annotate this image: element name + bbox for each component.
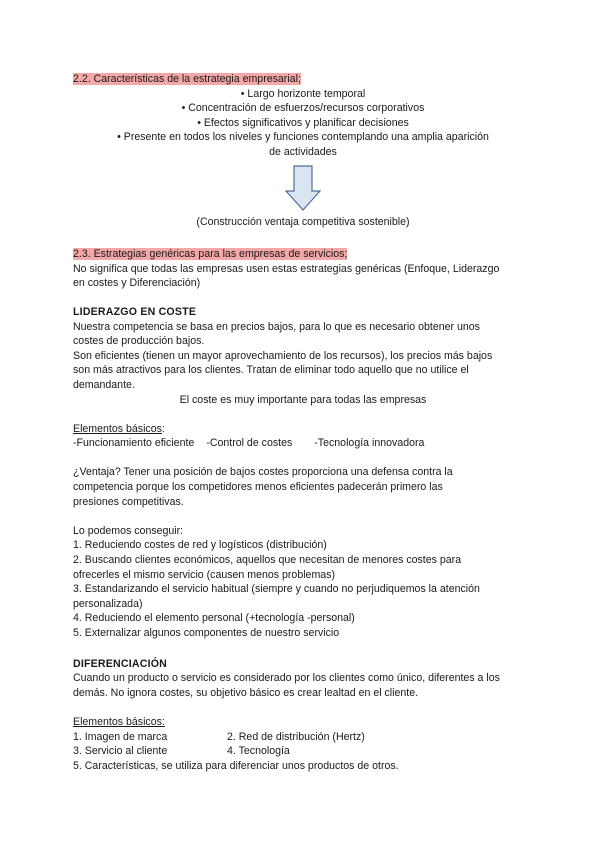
- section-2-3-title: 2.3. Estrategias genéricas para las empresas de servicios;: [73, 248, 348, 261]
- bullet-2: • Concentración de esfuerzos/recursos corporativos: [181, 102, 425, 115]
- dif-item-2: 2. Red de distribución (Hertz): [227, 730, 365, 743]
- liderazgo-heading: LIDERAZGO EN COSTE: [73, 305, 197, 318]
- elemento-2: -Control de costes: [206, 437, 293, 450]
- liderazgo-elementos-row: [73, 436, 533, 451]
- conseguir-3: 3. Estandarizando el servicio habitual (siempre y cuando no perjudiquemos la atención: [73, 583, 480, 596]
- liderazgo-p2-l3: demandante.: [73, 378, 135, 391]
- ventaja-l2: competencia porque los competidores menos eficientes padecerán primero las: [73, 481, 443, 494]
- liderazgo-p1-l1: Nuestra competencia se basa en precios bajos, para lo que es necesario obtener unos: [73, 320, 480, 333]
- liderazgo-elementos-label: Elementos básicos:: [73, 422, 165, 435]
- conseguir-5: 5. Externalizar algunos componentes de nuestro servicio: [73, 627, 340, 639]
- section-2-3-intro-1: No significa que todas las empresas usen estas estrategias genéricas (Enfoque, Liderazgo: [73, 262, 500, 275]
- diferenciacion-p1-l1: Cuando un producto o servicio es considerado por los clientes como único, diferentes a los: [73, 672, 500, 685]
- document-page: [73, 72, 533, 773]
- conseguir-3-cont: personalizada): [73, 597, 143, 610]
- liderazgo-center-note: El coste es muy importante para todas las empresas: [179, 393, 427, 406]
- strategy-result: (Construcción ventaja competitiva sostenible): [196, 215, 410, 228]
- conseguir-1: 1. Reduciendo costes de red y logísticos (distribución): [73, 539, 327, 552]
- down-arrow-shape: [285, 165, 321, 211]
- conseguir-2-cont: ofrecerles el mismo servicio (causen menos problemas): [73, 568, 335, 581]
- dif-item-3: 3. Servicio al cliente: [73, 745, 168, 758]
- conseguir-title: Lo podemos conseguir:: [73, 524, 184, 537]
- diferenciacion-row-2: [73, 744, 533, 759]
- diferenciacion-elementos-label: Elementos básicos:: [73, 715, 165, 728]
- diferenciacion-heading: DIFERENCIACIÓN: [73, 657, 168, 670]
- section-2-3-intro-2: en costes y Diferenciación): [73, 277, 201, 290]
- dif-item-1: 1. Imagen de marca: [73, 730, 168, 743]
- down-arrow-icon: [73, 165, 533, 212]
- elemento-1: -Funcionamiento eficiente: [73, 437, 195, 450]
- bullet-3: • Efectos significativos y planificar decisiones: [197, 116, 409, 129]
- ventaja-l3: presiones competitivas.: [73, 495, 184, 508]
- dif-item-4: 4. Tecnología: [227, 745, 290, 758]
- liderazgo-p2-l1: Son eficientes (tienen un mayor aprovechamiento de los recursos), los precios más bajos: [73, 349, 493, 362]
- liderazgo-p2-l2: son más atractivos para los clientes. Tratan de eliminar todo aquello que no utilice el: [73, 364, 469, 377]
- ventaja-l1: ¿Ventaja? Tener una posición de bajos costes proporciona una defensa contra la: [73, 466, 453, 479]
- elemento-3: -Tecnología innovadora: [314, 437, 425, 450]
- conseguir-4: 4. Reduciendo el elemento personal (+tecnología -personal): [73, 612, 355, 625]
- diferenciacion-p1-l2: demás. No ignora costes, su objetivo básico es crear lealtad en el cliente.: [73, 686, 419, 699]
- bullet-4-cont: de actividades: [269, 145, 337, 158]
- dif-item-5: 5. Características, se utiliza para diferenciar unos productos de otros.: [73, 759, 399, 772]
- diferenciacion-row-1: [73, 730, 533, 745]
- conseguir-2: 2. Buscando clientes económicos, aquellos que necesitan de menores costes para: [73, 554, 462, 567]
- liderazgo-p1-l2: costes de producción bajos.: [73, 335, 205, 348]
- bullet-4: • Presente en todos los niveles y funciones contemplando una amplia aparición: [117, 131, 489, 144]
- bullet-1: • Largo horizonte temporal: [240, 87, 366, 100]
- section-2-2-title: 2.2. Características de la estrategia empresarial;: [73, 73, 301, 85]
